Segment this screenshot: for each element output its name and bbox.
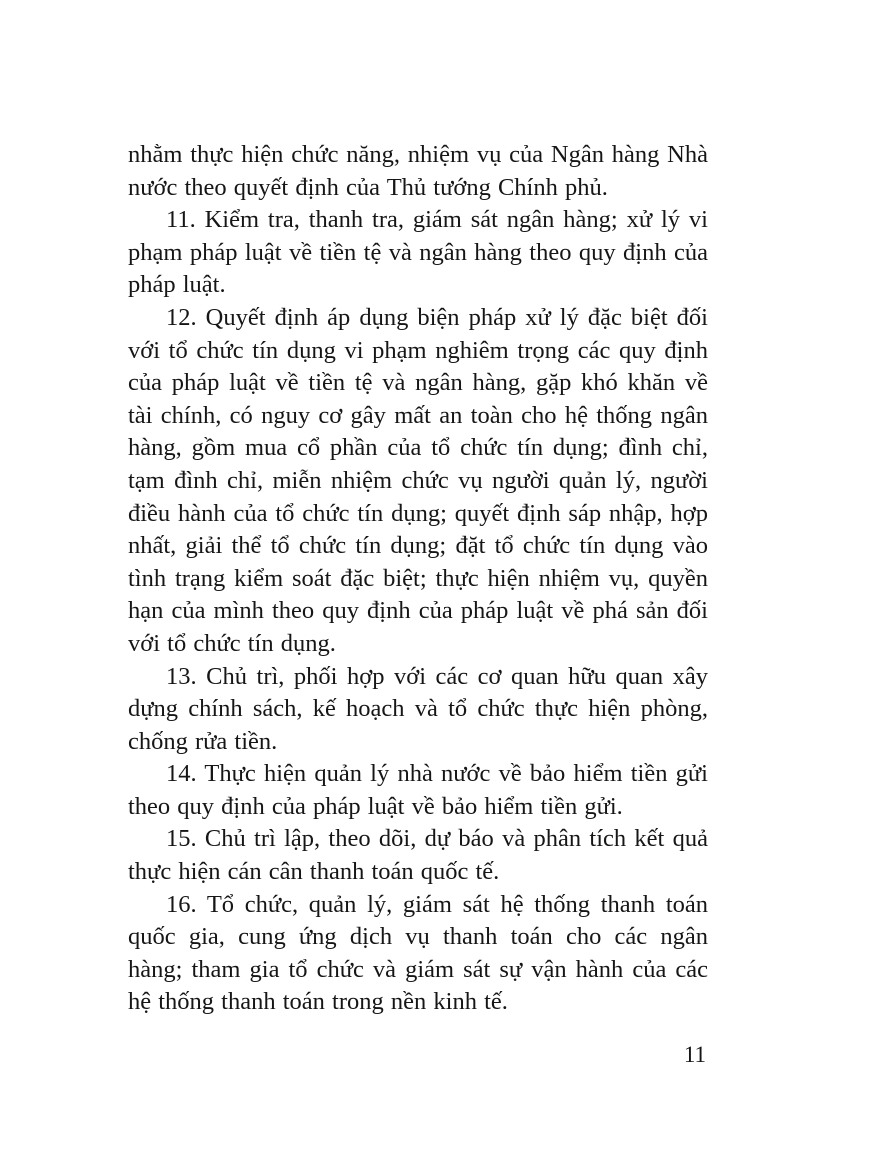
paragraph-continuation: nhằm thực hiện chức năng, nhiệm vụ của Ngân hàng Nhà nước theo quyết định của Thủ tướng Chính phủ. (128, 141, 708, 201)
paragraph-item-14: 14. Thực hiện quản lý nhà nước về bảo hiểm tiền gửi theo quy định của pháp luật về bảo hiểm tiền gửi. (128, 760, 708, 820)
paragraph-item-13: 13. Chủ trì, phối hợp với các cơ quan hữu quan xây dựng chính sách, kế hoạch và tổ chức thực hiện phòng, chống rửa tiền. (128, 662, 708, 755)
paragraph-item-15: 15. Chủ trì lập, theo dõi, dự báo và phân tích kết quả thực hiện cán cân thanh toán quốc tế. (128, 825, 708, 886)
page-number: 11 (683, 1042, 706, 1067)
paragraph-item-12: 12. Quyết định áp dụng biện pháp xử lý đặc biệt đối với tổ chức tín dụng vi phạm nghiêm trọng các quy định của pháp luật về tiền tệ và ngân hàng, gặp khó khăn về tài chính, có nguy cơ gây mất an toàn cho hệ thống ngân hàng, gồm mua cổ phần của tổ chức tín dụng; đình chỉ, tạm đình chỉ, miễn nhiệm chức vụ người quản lý, người điều hành của tổ chức tín dụng; quyết định sáp nhập, hợp nhất, giải thể tổ chức tín dụng; đặt tổ chức tín dụng vào tình trạng kiểm soát đặc biệt; thực hiện nhiệm vụ, quyền hạn của mình theo quy định của pháp luật về phá sản đối với tổ chức tín dụng. (128, 303, 708, 657)
page-body-text (128, 139, 708, 1019)
paragraph-item-16: 16. Tổ chức, quản lý, giám sát hệ thống thanh toán quốc gia, cung ứng dịch vụ thanh toán cho các ngân hàng; tham gia tổ chức và giám sát sự vận hành của các hệ thống thanh toán trong nền kinh tế. (128, 890, 708, 1016)
paragraph-item-11: 11. Kiểm tra, thanh tra, giám sát ngân hàng; xử lý vi phạm pháp luật về tiền tệ và ngân hàng theo quy định của pháp luật. (128, 206, 708, 299)
